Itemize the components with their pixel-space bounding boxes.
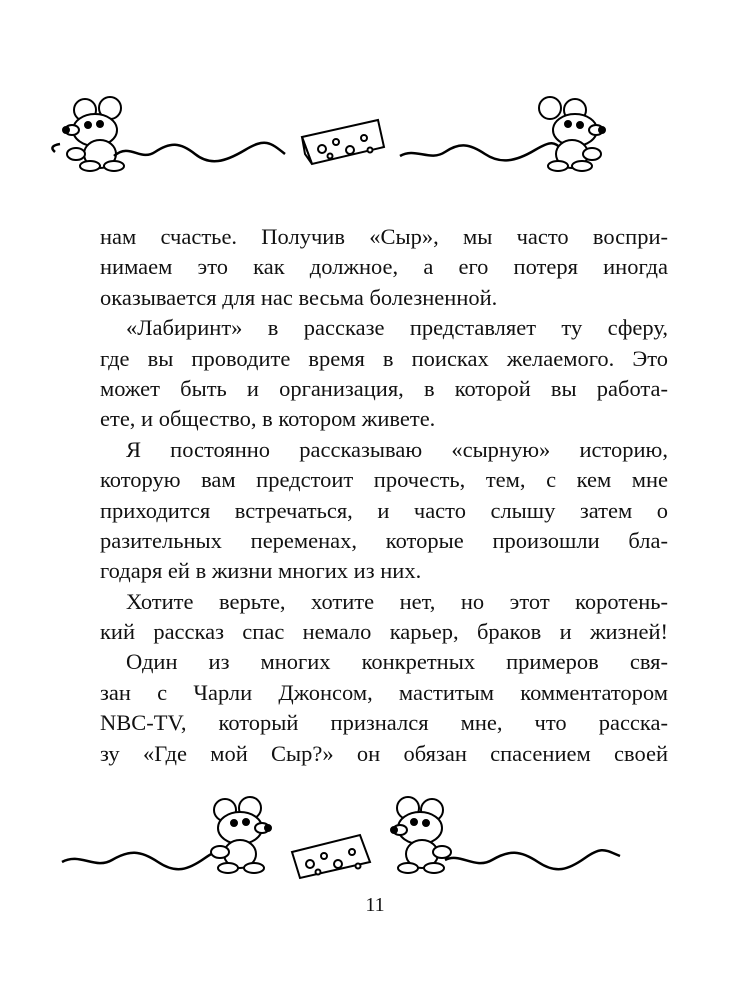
mouse-icon: [391, 797, 451, 873]
mouse-tail: [445, 850, 620, 869]
text-line: «Лабиринт» в рассказе представляет ту сферу,: [126, 315, 668, 341]
body-text: [100, 222, 668, 769]
mouse-tail: [62, 851, 235, 869]
text-line: где вы проводите время в поисках желаемого. Это: [100, 345, 668, 371]
text-line: NBC-TV, который признался мне, что расска-: [100, 710, 668, 736]
mouse-icon: [63, 97, 124, 171]
bottom-ornament: [0, 790, 750, 900]
mouse-icon: [211, 797, 271, 873]
text-line: Я постоянно рассказываю «сырную» историю,: [126, 436, 668, 462]
text-line: нам счастье. Получив «Сыр», мы часто воспри-: [100, 224, 668, 249]
cheese-icon: [302, 120, 384, 164]
mouse-tail: [400, 143, 565, 160]
text-line: кий рассказ спас немало карьер, браков и жизней!: [100, 619, 668, 645]
text-line: приходится встречаться, и часто слышу затем о: [100, 497, 668, 523]
page-number: 11: [365, 894, 385, 916]
text-line: зу «Где мой Сыр?» он обязан спасением своей: [100, 740, 668, 766]
text-line: Один из многих конкретных примеров свя-: [126, 649, 668, 675]
text-line: годаря ей в жизни многих из них.: [100, 558, 422, 584]
text-line: может быть и организация, в которой вы работа-: [100, 375, 668, 401]
text-line: которую вам предстоит прочесть, тем, с кем мне: [100, 467, 668, 493]
text-line: ете, и общество, в котором живете.: [100, 406, 436, 432]
text-line: разительных переменах, которые произошли бла-: [100, 527, 668, 553]
mouse-icon: [539, 97, 605, 171]
text-line: оказывается для нас весьма болезненной.: [100, 284, 498, 310]
cheese-icon: [292, 835, 370, 878]
top-ornament: [0, 92, 750, 202]
text-line: Хотите верьте, хотите нет, но этот коротень-: [126, 588, 668, 614]
text-line: зан с Чарли Джонсом, маститым комментатором: [100, 679, 668, 705]
text-line: нимаем это как должное, а его потеря иногда: [100, 254, 668, 280]
